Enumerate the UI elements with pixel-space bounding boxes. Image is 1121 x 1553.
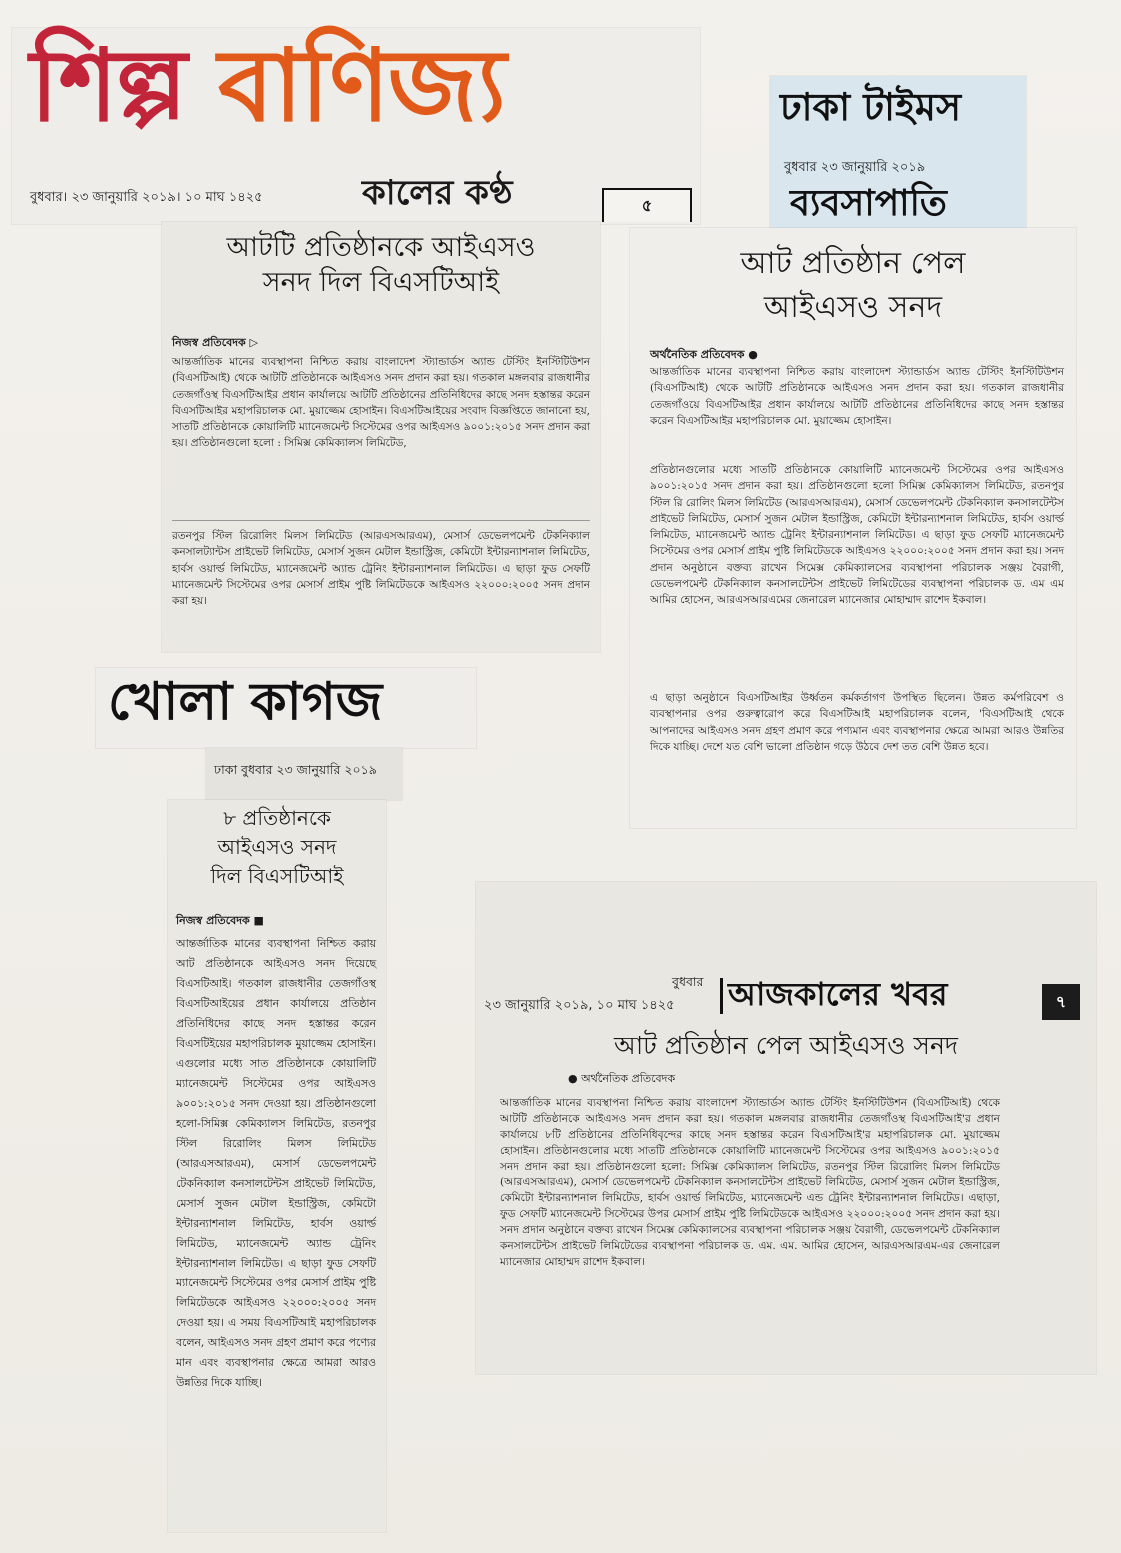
dhaka-times-section: ব্যবসাপাতি — [790, 183, 947, 224]
ajkaler-body-p1: আন্তর্জাতিক মানের ব্যবস্থাপনা নিশ্চিত করায় বাংলাদেশ স্ট্যান্ডার্ডস অ্যান্ড টেস্টিং ইনস্টিটিউশন (বিএসটিআই) থেকে আটটি প্রতিষ্ঠানকে আইএসও সনদ প্রদান করা হয়। গতকাল মঙ্গলবার রাজধানীর তেজগাঁওস্থ বিএসটিআই'র প্রধান কার্যালয়ে ৮টি প্রতিষ্ঠানের প্রতিনিধিবৃন্দের কাছে সনদ হস্তান্তর করেন বিএসটিআই'র মহাপরিচালক মো. মুয়াজ্জেম হোসাইন। প্রতিষ্ঠানগুলোর মধ্যে সাতটি প্রতিষ্ঠানকে কোয়ালিটি ম্যানেজমেন্ট সিস্টেমের ওপর আইএসও ৯০০১:২০১৫ সনদ প্রদান করা হয়। প্রতিষ্ঠানগুলো হলো: সিমিক্স কেমিক্যালস লিমিটেড, রতনপুর স্টিল রিরোলিং মিলস লিমিটেড (আরএসআরএম), মেসার্স ডেভেলপমেন্ট টেকনিক্যাল কনসালটেন্টস প্রাইভেট লিমিটেড, মেসার্স সুজন মেটাল ইন্ডাস্ট্রিজ, কেমিটো ইন্টারন্যাশনাল লিমিটেড, হার্বস ওয়ার্ল্ড লিমিটেড, ম্যানেজমেন্ট এন্ড ট্রেনিং ইন্টারন্যাশনাল লিমিটেড। এছাড়া, ফুড সেফটি ম্যানেজমেন্ট সিস্টেমের উপর মেসার্স প্রাইম পুষ্টি লিমিটেডকে আইএসও ২২০০০:২০০৫ সনদ প্রদান করা হয়। সনদ প্রদান অনুষ্ঠানে বক্তব্য রাখেন সিমেক্স কেমিক্যালসের ব্যবস্থাপনা পরিচালক সঞ্জয় বৈরাগী, ডেভেলপমেন্ট টেকনিক্যাল কনসালটেন্টস প্রাইভেট লিমিটেডের ব্যবস্থাপনা পরিচালক ড. এম. এম. আমির হোসেন, আরএসআরএম-এর জেনারেল ম্যানেজার মোহাম্মদ রাশেদ ইকবাল। — [500, 1097, 1000, 1268]
clip-khola-kagoj-dateline — [206, 748, 402, 800]
khola-kagoj-headline-line3: দিল বিএসটিআই — [210, 864, 344, 888]
silpo-body-p1: আন্তর্জাতিক মানের ব্যবস্থাপনা নিশ্চিত করায় বাংলাদেশ স্ট্যান্ডার্ডস অ্যান্ড টেস্টিং ইনস্টিটিউশন (বিএসটিআই) থেকে আটটি প্রতিষ্ঠানকে আইএসও সনদ প্রদান করা হয়। গতকাল মঙ্গলবার রাজধানীর তেজগাঁওস্থ বিএসটিআইর প্রধান কার্যালয়ে আটটি প্রতিষ্ঠানের প্রতিনিধিদের কাছে সনদ হস্তান্তর করেন বিএসটিআইর মহাপরিচালক মো. মুয়াজ্জেম হোসাইন। বিএসটিআইয়ের সংবাদ বিজ্ঞপ্তিতে জানানো হয়, সাতটি প্রতিষ্ঠানকে কোয়ালিটি ম্যানেজমেন্ট সিস্টেমের ওপর আইএসও ৯০০১:২০১৫ সনদ প্রদান করা হয়। প্রতিষ্ঠানগুলো হলো : সিমিক্স কেমিক্যালস লিমিটেড, — [172, 356, 590, 450]
silpo-byline: নিজস্ব প্রতিবেদক ▷ — [172, 336, 258, 349]
dhaka-times-byline: অর্থনৈতিক প্রতিবেদক ● — [650, 348, 758, 361]
dhaka-times-headline-line1: আট প্রতিষ্ঠান পেল — [740, 246, 966, 281]
dhaka-times-dateline: বুধবার ২৩ জানুয়ারি ২০১৯ — [784, 160, 926, 175]
silpo-page-number: ৫ — [602, 188, 692, 222]
dhaka-times-body-p1: আন্তর্জাতিক মানের ব্যবস্থাপনা নিশ্চিত করায় বাংলাদেশ স্ট্যান্ডার্ডস অ্যান্ড টেস্টিং ইনস্টিটিউশন (বিএসটিআই) থেকে আটটি প্রতিষ্ঠানকে আইএসও সনদ প্রদান করা হয়। গতকাল রাজধানীর তেজগাঁওয়ে বিএসটিআইর প্রধান কার্যালয়ে আটটি প্রতিষ্ঠানের প্রতিনিধিদের কাছে সনদ হস্তান্তর করেন বিএসটিআইর মহাপরিচালক মো. মুয়াজ্জেম হোসাইন। — [650, 366, 1064, 427]
kaler-kantho-name: কালের কণ্ঠ — [362, 173, 513, 213]
dhaka-times-body-p2: প্রতিষ্ঠানগুলোর মধ্যে সাতটি প্রতিষ্ঠানকে কোয়ালিটি ম্যানেজমেন্ট সিস্টেমের ওপর আইএসও ৯০০১:২০১৫ সনদ প্রদান করা হয়। প্রতিষ্ঠানগুলো হলো সিমিক্স কেমিক্যালস লিমিটেড, রতনপুর স্টিল রি রোলিং মিলস লিমিটেড (আরএসআরএম), মেসার্স ডেভেলপমেন্ট টেকনিক্যাল কনসালটেন্টস প্রাইভেট লিমিটেড, মেসার্স সুজন মেটাল ইন্ডাস্ট্রিজ, কেমিটো ইন্টারন্যাশনাল লিমিটেড, হার্বস ওয়ার্ল্ড লিমিটেড, ম্যানেজমেন্ট অ্যান্ড ট্রেনিং ইন্টারন্যাশনাল লিমিটেড। এ ছাড়া ফুড সেফটি ম্যানেজমেন্ট সিস্টেমের ওপর মেসার্স প্রাইম পুষ্টি লিমিটেডকে আইএসও ২২০০০:২০০৫ সনদ প্রদান করা হয়। সনদ প্রদান অনুষ্ঠানে বক্তব্য রাখেন সিমেক্স কেমিক্যালসের ব্যবস্থাপনা পরিচালক সঞ্জয় বৈরাগী, ডেভেলপমেন্ট টেকনিক্যাল কনসালটেন্টস প্রাইভেট লিমিটেডের ব্যবস্থাপনা পরিচালক ড. এম এম আমির হোসেন, আরএসআরএমের জেনারেল ম্যানেজার মোহাম্মাদ রাশেদ ইকবাল। — [650, 464, 1064, 607]
dhaka-times-name: ঢাকা টাইমস — [780, 85, 962, 129]
ajkaler-masthead-divider — [720, 978, 723, 1014]
silpo-column-divider — [172, 520, 590, 521]
clip-dhaka-times-masthead — [770, 76, 1026, 236]
ajkaler-day: বুধবার — [672, 974, 704, 989]
clip-khola-kagoj-masthead — [96, 668, 476, 748]
khola-kagoj-byline: নিজস্ব প্রতিবেদক ■ — [176, 914, 264, 927]
silpo-headline-line1: আটটি প্রতিষ্ঠানকে আইএসও — [226, 232, 536, 263]
clip-khola-kagoj-article — [168, 800, 386, 1532]
silpo-body-p2: রতনপুর স্টিল রিরোলিং মিলস লিমিটেড (আরএসআরএম), মেসার্স ডেভেলপমেন্ট টেকনিক্যাল কনসালট্যান্টস প্রাইভেট লিমিটেড, মেসার্স সুজন মেটাল ইন্ডাস্ট্রিজ, কেমিটো ইন্টারন্যাশনাল লিমিটেড, হার্বস ওয়ার্ল্ড লিমিটেড, ম্যানেজমেন্ট অ্যান্ড ট্রেনিং ইন্টারন্যাশনাল লিমিটেড। এ ছাড়া ফুড সেফটি ম্যানেজমেন্ট সিস্টেমের ওপর মেসার্স প্রাইম পুষ্টি লিমিটেডকে আইএসও ২২০০০:২০০৫ সনদ প্রদান করা হয়। — [172, 530, 590, 608]
ajkaler-dateline: ২৩ জানুয়ারি ২০১৯, ১০ মাঘ ১৪২৫ — [484, 998, 675, 1013]
masthead-word-silpo: শিল্প — [30, 27, 186, 144]
clip-dhaka-times-article — [630, 228, 1076, 828]
khola-kagoj-headline-line1: ৮ প্রতিষ্ঠানকে — [223, 806, 331, 830]
khola-kagoj-headline — [170, 804, 384, 891]
clip-silpo-article — [162, 222, 600, 652]
ajkaler-khobor-name: আজকালের খবর — [728, 975, 948, 1013]
ajkaler-headline: আট প্রতিষ্ঠান পেল আইএসও সনদ — [613, 1031, 958, 1060]
clip-ajkaler-khobor — [476, 882, 1096, 1374]
khola-kagoj-body-p1: আন্তর্জাতিক মানের ব্যবস্থাপনা নিশ্চিত করায় আট প্রতিষ্ঠানকে আইএসও সনদ দিয়েছে বিএসটিআই। গতকাল রাজধানীর তেজগাঁওস্থ বিএসটিআইয়ের প্রধান কার্যালয়ে প্রতিষ্ঠান প্রতিনিধিদের কাছে সনদ হস্তান্তর করেন বিএসটিইয়ের মহাপরিচালক মুয়াজ্জেম হোসাইন। এগুলোর মধ্যে সাত প্রতিষ্ঠানকে কোয়ালিটি ম্যানেজমেন্ট সিস্টেমের ওপর আইএসও ৯০০১:২০১৫ সনদ দেওয়া হয়। প্রতিষ্ঠানগুলো হলো-সিমিক্স কেমিক্যালস লিমিটেড, রতনপুর স্টিল রিরোলিং মিলস লিমিটেড (আরএসআরএম), মেসার্স ডেভেলপমেন্ট টেকনিক্যাল কনসালটেন্টস প্রাইভেট লিমিটেড, মেসার্স সুজন মেটাল ইন্ডাস্ট্রিজ, কেমিটো ইন্টারন্যাশনাল লিমিটেড, হার্বস ওয়ার্ল্ড লিমিটেড, ম্যানেজমেন্ট অ্যান্ড ট্রেনিং ইন্টারন্যাশনাল লিমিটেড। এ ছাড়া ফুড সেফটি ম্যানেজমেন্ট সিস্টেমের ওপর মেসার্স প্রাইম পুষ্টি লিমিটেডকে আইএসও ২২০০০:২০০৫ সনদ দেওয়া হয়। এ সময় বিএসটিআই মহাপরিচালক বলেন, আইএসও সনদ গ্রহণ প্রমাণ করে পণ্যের মান এবং ব্যবস্থাপনার ক্ষেত্রে আমরা আরও উন্নতির দিকে যাচ্ছি। — [176, 937, 376, 1390]
khola-kagoj-headline-line2: আইএসও সনদ — [217, 835, 337, 859]
ajkaler-page-number: ৭ — [1042, 984, 1080, 1020]
silpo-masthead — [30, 27, 505, 144]
silpo-dateline: বুধবার। ২৩ জানুয়ারি ২০১৯। ১০ মাঘ ১৪২৫ — [30, 190, 263, 205]
clip-silpo-banijjo-masthead — [12, 28, 700, 224]
ajkaler-byline: ● অর্থনৈতিক প্রতিবেদক — [568, 1072, 676, 1085]
khola-kagoj-dateline: ঢাকা বুধবার ২৩ জানুয়ারি ২০১৯ — [214, 762, 377, 777]
silpo-headline-line2: সনদ দিল বিএসটিআই — [262, 267, 500, 299]
khola-kagoj-name: খোলা কাগজ — [108, 671, 383, 732]
dhaka-times-headline-line2: আইএসও সনদ — [763, 289, 943, 325]
dhaka-times-body-p3: এ ছাড়া অনুষ্ঠানে বিএসটিআইর উর্ধ্বতন কর্মকর্তাগণ উপস্থিত ছিলেন। উন্নত কর্মপরিবেশ ও ব্যবস্থাপনার ওপর গুরুত্বারোপ করে বিএসটিআই মহাপরিচালক বলেন, 'বিএসটিআই থেকে আপনাদের আইএসও সনদ গ্রহণ প্রমাণ করে পণ্যমান এবং ব্যবস্থাপনার ক্ষেত্রে আমরা আরও উন্নতির দিকে যাচ্ছি। দেশে যত বেশি ভালো প্রতিষ্ঠান গড়ে উঠবে দেশ তত বেশি উন্নত হবে। — [650, 692, 1064, 753]
masthead-word-banijjo: বাণিজ্য — [218, 27, 505, 144]
dhaka-times-headline — [638, 242, 1068, 329]
silpo-headline — [166, 230, 596, 300]
